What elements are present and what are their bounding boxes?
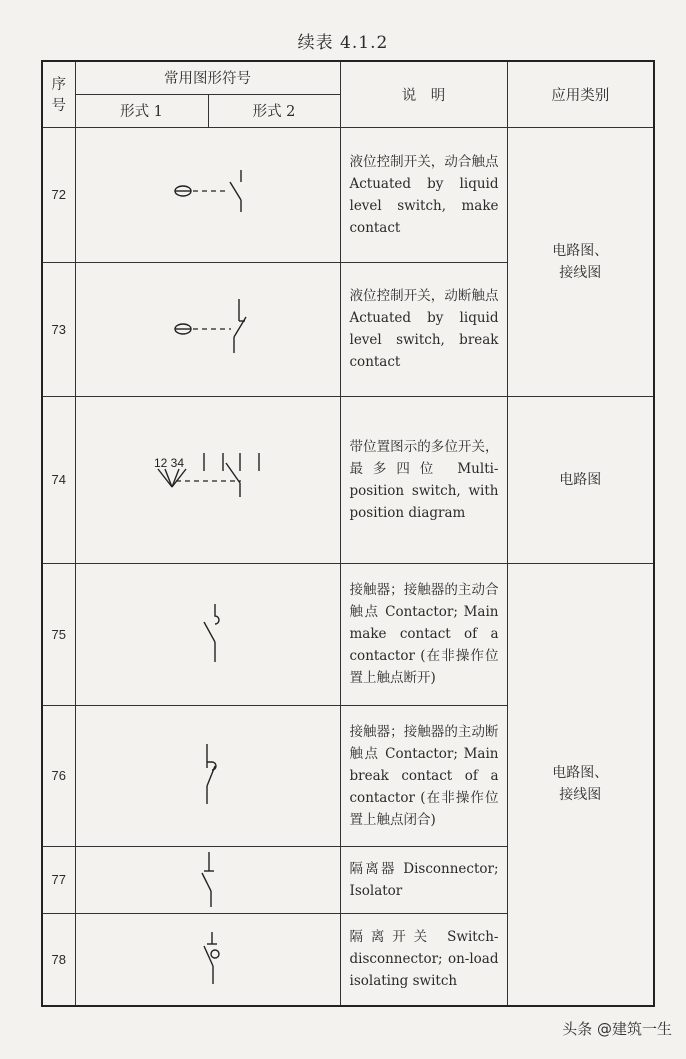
- header-category: 应用类别: [507, 61, 654, 127]
- table-row: [42, 563, 654, 705]
- disconnector-icon: [76, 847, 341, 914]
- description: 液位控制开关，动断触点 Actuated by liquid level switch, break contact: [340, 262, 507, 396]
- symbol-cell: [75, 913, 340, 1006]
- header-seq: [42, 61, 75, 127]
- contactor-break-contact-icon: [76, 706, 341, 847]
- category-text: 电路图: [559, 471, 602, 488]
- description: 接触器；接触器的主动断触点 Contactor; Main break contact of a contactor (在非操作位置上触点闭合): [340, 705, 507, 846]
- table-row: [42, 127, 654, 262]
- description: 隔离开关 Switch-disconnector; on-load isolating switch: [340, 913, 507, 1006]
- position-label: 12 34: [153, 455, 184, 470]
- row-number: 76: [42, 705, 75, 846]
- table-caption: 续表 4.1.2: [297, 33, 389, 53]
- symbol-table: [41, 60, 655, 1007]
- table-row: [42, 396, 654, 563]
- header-symbols: 常用图形符号: [75, 61, 340, 94]
- row-number: 75: [42, 563, 75, 705]
- row-number: 72: [42, 127, 75, 262]
- symbol-cell: [75, 262, 340, 396]
- description: 液位控制开关，动合触点 Actuated by liquid level switch, make contact: [340, 127, 507, 262]
- symbol-cell: [75, 705, 340, 846]
- symbol-cell: [75, 846, 340, 913]
- multi-position-switch-icon: [76, 397, 341, 564]
- description: 接触器；接触器的主动合触点 Contactor; Main make contact of a contactor (在非操作位置上触点断开): [340, 563, 507, 705]
- description: 隔离器 Disconnector; Isolator: [340, 846, 507, 913]
- category-cell: [507, 127, 654, 396]
- row-number: 73: [42, 262, 75, 396]
- switch-disconnector-icon: [76, 914, 341, 1007]
- header-seq-line1: 序: [51, 77, 66, 94]
- description: 带位置图示的多位开关，最多四位 Multi-position switch, with position diagram: [340, 396, 507, 563]
- category-cell: [507, 396, 654, 563]
- row-number: 77: [42, 846, 75, 913]
- row-number: 78: [42, 913, 75, 1006]
- contactor-make-contact-icon: [76, 564, 341, 706]
- symbol-cell: [75, 127, 340, 262]
- category-text: 电路图、接线图: [552, 765, 609, 804]
- liquid-level-make-contact-icon: [76, 128, 341, 263]
- symbol-cell: [75, 563, 340, 705]
- header-form2: 形式 2: [208, 94, 340, 127]
- category-text: 电路图、接线图: [552, 242, 609, 281]
- category-cell: [507, 563, 654, 1006]
- watermark: 头条 @建筑一生: [562, 1020, 672, 1038]
- row-number: 74: [42, 396, 75, 563]
- header-description: 说 明: [340, 61, 507, 127]
- header-form1: 形式 1: [75, 94, 208, 127]
- liquid-level-break-contact-icon: [76, 263, 341, 397]
- header-seq-line2: 号: [51, 98, 66, 115]
- symbol-cell: [75, 396, 340, 563]
